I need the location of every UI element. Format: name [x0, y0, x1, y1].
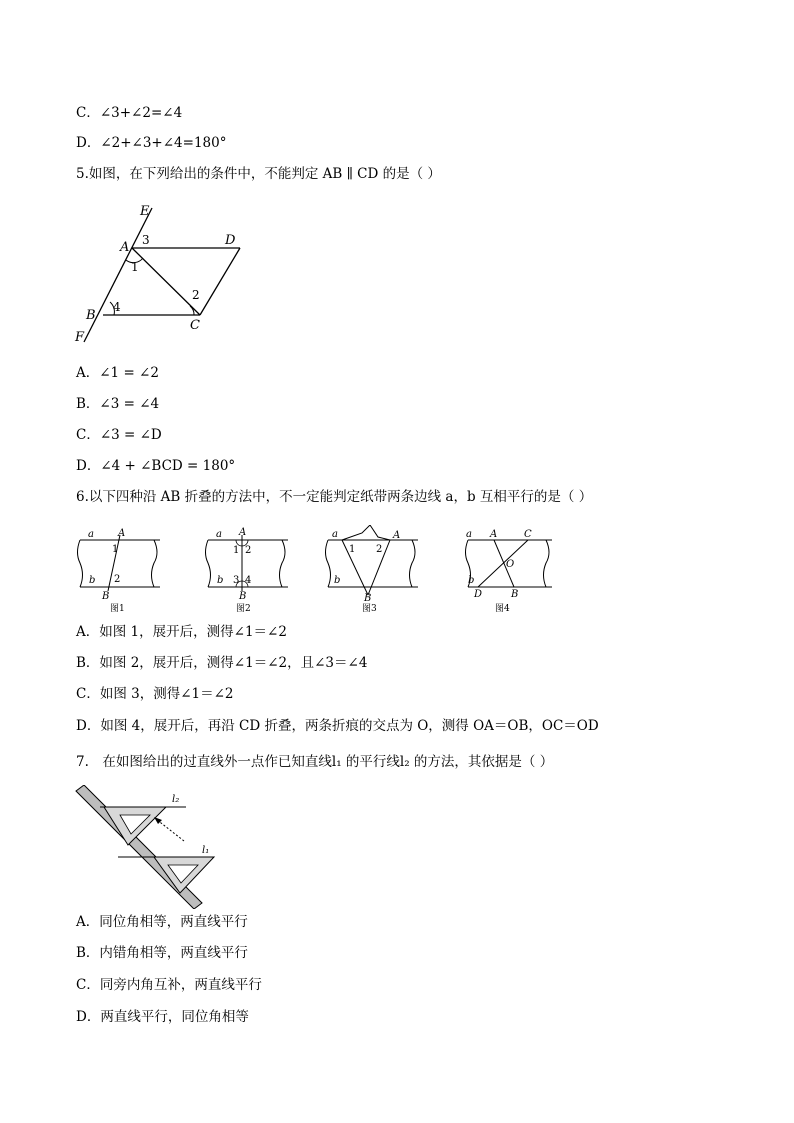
q4-option-c: C．∠3+∠2=∠4 [76, 105, 183, 121]
fig4-label-O: O [506, 559, 515, 570]
q6-figure-3 [326, 525, 419, 614]
fig4-label-B: B [511, 589, 519, 600]
fig2-angle-4: 4 [245, 575, 252, 586]
q6-stem: 6.以下四种沿 AB 折叠的方法中，不一定能判定纸带两条边线 a，b 互相平行的是（ ） [76, 489, 593, 505]
fig4-caption: 图4 [495, 604, 510, 614]
q7-stem: 7. 在如图给出的过直线外一点作已知直线l₁ 的平行线l₂ 的方法，其依据是（ ） [76, 754, 554, 770]
fig1-label-a: a [88, 529, 94, 540]
q5-figure [70, 198, 250, 348]
label-angle-2: 2 [192, 288, 200, 302]
q5-option-c: C．∠3 = ∠D [76, 427, 162, 443]
label-B: B [86, 308, 96, 323]
label-angle-4: 4 [113, 300, 121, 314]
q6-option-b: B．如图 2，展开后，测得∠1＝∠2，且∠3＝∠4 [76, 655, 368, 671]
fig3-caption: 图3 [362, 604, 377, 614]
label-A: A [120, 240, 130, 255]
q5-stem: 5.如图，在下列给出的条件中，不能判定 AB ∥ CD 的是（ ） [76, 166, 441, 182]
q6-figure-4 [466, 529, 553, 614]
fig2-angle-3: 3 [233, 575, 240, 586]
fig2-label-a: a [216, 529, 222, 540]
q7-figure [74, 785, 224, 909]
q7-option-d: D．两直线平行，同位角相等 [76, 1009, 249, 1025]
fig4-label-b: b [468, 575, 475, 586]
label-angle-1: 1 [131, 260, 139, 274]
fig1-label-b: b [89, 575, 96, 586]
q7-option-a: A．同位角相等，两直线平行 [76, 914, 248, 930]
fig3-angle-2: 2 [376, 544, 383, 555]
fig3-label-a: a [332, 529, 338, 540]
q6-option-c: C．如图 3，测得∠1＝∠2 [76, 686, 234, 702]
q6-figure-2 [206, 527, 289, 614]
fig2-angle-2: 2 [245, 545, 252, 556]
fig4-label-A: A [490, 529, 498, 540]
q5-option-a: A．∠1 = ∠2 [76, 365, 159, 381]
fig2-label-B: B [239, 591, 247, 602]
q4-option-d: D．∠2+∠3+∠4=180° [76, 135, 227, 151]
q7-option-c: C．同旁内角互补，两直线平行 [76, 977, 262, 993]
fig3-label-b: b [334, 575, 341, 586]
q5-option-b: B．∠3 = ∠4 [76, 396, 160, 412]
fig1-angle-1: 1 [112, 544, 119, 555]
fig3-label-B: B [364, 593, 372, 604]
fig4-label-a: a [466, 529, 472, 540]
fig1-caption: 图1 [110, 604, 125, 614]
fig2-caption: 图2 [236, 604, 251, 614]
fig3-angle-1: 1 [349, 544, 356, 555]
q6-figures [74, 525, 564, 617]
fig1-label-B: B [102, 591, 110, 602]
label-F: F [75, 330, 85, 345]
fig4-label-D: D [474, 589, 483, 600]
label-E: E [140, 204, 150, 219]
fig3-label-A: A [393, 530, 401, 541]
q6-figure-1 [78, 528, 161, 614]
fig4-label-C: C [524, 529, 532, 540]
q7-option-b: B．内错角相等，两直线平行 [76, 945, 248, 961]
label-angle-3: 3 [142, 233, 150, 247]
label-C: C [190, 318, 200, 333]
fig1-label-A: A [118, 528, 126, 539]
fig2-angle-1: 1 [233, 545, 240, 556]
fig2-label-A: A [239, 527, 247, 538]
label-D: D [225, 233, 236, 248]
fig2-label-b: b [217, 575, 224, 586]
q6-option-d: D．如图 4，展开后，再沿 CD 折叠，两条折痕的交点为 O，测得 OA＝OB，OC＝OD [76, 718, 599, 734]
q5-option-d: D．∠4 + ∠BCD = 180° [76, 458, 236, 474]
fig1-angle-2: 2 [114, 574, 121, 585]
label-l2: l₂ [172, 794, 180, 805]
q6-option-a: A．如图 1，展开后，测得∠1＝∠2 [76, 624, 287, 640]
label-l1: l₁ [202, 845, 210, 856]
